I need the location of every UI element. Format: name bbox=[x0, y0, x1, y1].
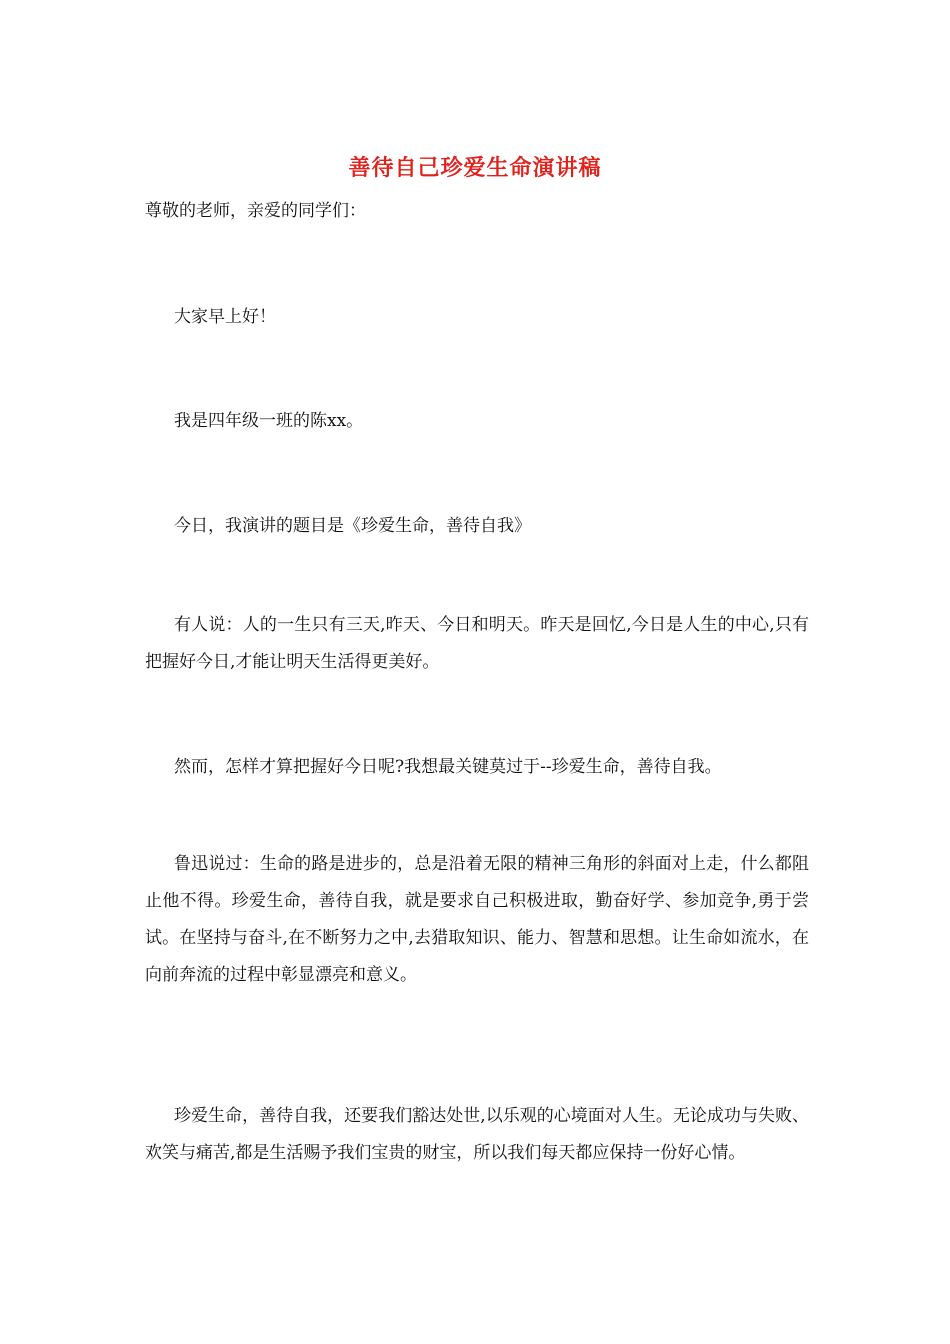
paragraph-introduction: 我是四年级一班的陈xx。 bbox=[174, 411, 364, 431]
paragraph-greeting: 大家早上好！ bbox=[174, 307, 276, 327]
paragraph-three-days: 有人说：人的一生只有三天,昨天、今日和明天。昨天是回忆,今日是人生的中心,只有把握好今日,才能让明天生活得更美好。 bbox=[145, 615, 809, 672]
salutation: 尊敬的老师，亲爱的同学们： bbox=[145, 201, 366, 221]
document-title: 善待自己珍爱生命演讲稿 bbox=[348, 155, 602, 181]
paragraph-topic: 今日，我演讲的题目是《珍爱生命，善待自我》 bbox=[174, 516, 531, 536]
paragraph-optimism: 珍爱生命，善待自我，还要我们豁达处世,以乐观的心境面对人生。无论成功与失败、欢笑与痛苦,都是生活赐予我们宝贵的财宝，所以我们每天都应保持一份好心情。 bbox=[145, 1106, 809, 1163]
paragraph-lu-xun-quote: 鲁迅说过：生命的路是进步的，总是沿着无限的精神三角形的斜面对上走，什么都阻止他不得。珍爱生命，善待自我，就是要求自己积极进取，勤奋好学、参加竞争,勇于尝试。在坚持与奋斗,在不断努力之中,去猎取知识、能力、智慧和思想。让生命如流水，在向前奔流的过程中彰显漂亮和意义。 bbox=[145, 854, 809, 985]
paragraph-question: 然而，怎样才算把握好今日呢?我想最关键莫过于--珍爱生命，善待自我。 bbox=[174, 757, 722, 777]
